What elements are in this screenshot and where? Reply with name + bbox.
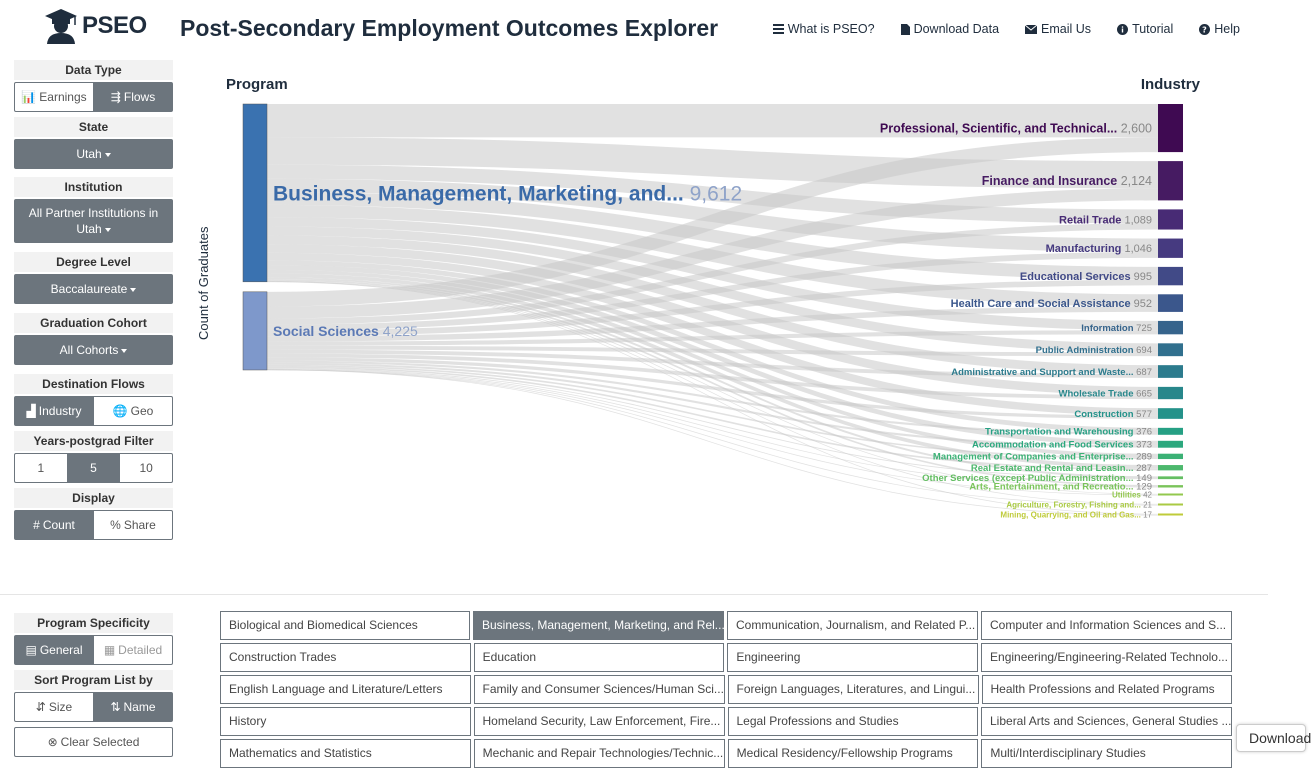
- general-button[interactable]: [15, 636, 93, 664]
- divider: [0, 594, 1268, 595]
- nav-label: What is PSEO?: [787, 22, 875, 36]
- sort-amount-icon: ⇵: [35, 700, 46, 714]
- program-item[interactable]: Education: [474, 643, 725, 672]
- info-icon: [1117, 24, 1128, 35]
- program-axis-title: Program: [226, 76, 288, 93]
- program-item[interactable]: Liberal Arts and Sciences, General Studies ...: [981, 707, 1232, 736]
- industry-node-label: Agriculture, Forestry, Fishing and... 21: [1006, 500, 1152, 510]
- program-node[interactable]: [243, 104, 267, 282]
- cohort-value: All Cohorts: [59, 343, 119, 357]
- detailed-button[interactable]: [93, 636, 172, 664]
- nav-what-is-pseo[interactable]: [773, 22, 875, 36]
- industry-node[interactable]: [1158, 209, 1183, 229]
- nav-label: Download Data: [913, 22, 1000, 36]
- industry-node[interactable]: [1158, 494, 1183, 496]
- industry-node-label: Other Services (except Public Administration... 149: [922, 473, 1152, 485]
- program-item[interactable]: Engineering/Engineering-Related Technolo...: [981, 643, 1232, 672]
- industry-node[interactable]: [1158, 343, 1183, 356]
- nav-label: Email Us: [1041, 22, 1092, 36]
- page-title: Post-Secondary Employment Outcomes Explorer: [180, 15, 719, 41]
- degree-dropdown[interactable]: [14, 274, 173, 304]
- program-item[interactable]: Mechanic and Repair Technologies/Technic...: [474, 739, 725, 768]
- industry-node[interactable]: [1158, 104, 1183, 152]
- dest-toggle: [14, 396, 173, 426]
- state-value: Utah: [76, 147, 102, 161]
- nav-tutorial[interactable]: [1117, 22, 1173, 36]
- data-type-toggle: [14, 82, 173, 112]
- industry-node-label: Utilities 42: [1111, 490, 1152, 500]
- program-item[interactable]: Biological and Biomedical Sciences: [220, 611, 470, 640]
- industry-node[interactable]: [1158, 465, 1183, 470]
- size-label: Size: [48, 700, 73, 714]
- institution-dropdown[interactable]: [14, 199, 173, 243]
- industry-node[interactable]: [1158, 294, 1183, 312]
- share-button[interactable]: [93, 511, 172, 539]
- caret-down-icon: [130, 288, 136, 292]
- industry-button[interactable]: [15, 397, 93, 425]
- industry-node[interactable]: [1158, 428, 1183, 435]
- count-label: Count: [42, 518, 75, 532]
- industry-node[interactable]: [1158, 441, 1183, 448]
- nav-help[interactable]: [1199, 22, 1240, 36]
- earnings-button[interactable]: [15, 83, 93, 111]
- envelope-icon: [1025, 25, 1037, 34]
- globe-icon: 🌐: [112, 404, 128, 418]
- program-item[interactable]: Family and Consumer Sciences/Human Sci...: [474, 675, 725, 704]
- industry-node-label: Construction 577: [1074, 408, 1152, 420]
- share-label: Share: [123, 518, 156, 532]
- program-row: [220, 643, 1232, 672]
- industry-node[interactable]: [1158, 161, 1183, 200]
- specificity-toggle: [14, 635, 173, 665]
- general-icon: ▤: [25, 643, 37, 657]
- percent-icon: %: [110, 518, 121, 532]
- years-label: Years-postgrad Filter: [14, 431, 173, 451]
- program-item[interactable]: Homeland Security, Law Enforcement, Fire...: [474, 707, 725, 736]
- list-icon: [773, 24, 784, 34]
- program-item[interactable]: Communication, Journalism, and Related P...: [727, 611, 978, 640]
- download-tab[interactable]: Download: [1236, 724, 1306, 752]
- program-item[interactable]: Legal Professions and Studies: [728, 707, 979, 736]
- industry-node-label: Real Estate and Rental and Leasin... 287: [970, 463, 1152, 475]
- flows-label: Flows: [123, 90, 156, 104]
- detailed-icon: ▦: [103, 643, 116, 657]
- nav-email-us[interactable]: [1025, 22, 1091, 36]
- state-label: State: [14, 117, 173, 137]
- question-icon: [1199, 24, 1210, 35]
- years-toggle: [14, 453, 173, 483]
- detailed-label: Detailed: [118, 643, 163, 657]
- sort-name-button[interactable]: [93, 693, 172, 721]
- industry-node[interactable]: [1158, 387, 1183, 399]
- caret-down-icon: [105, 153, 111, 157]
- top-nav: [773, 22, 1240, 36]
- program-row: [220, 739, 1232, 768]
- industry-node[interactable]: [1158, 485, 1183, 487]
- bar-chart-icon: 📊: [21, 90, 37, 104]
- program-item[interactable]: Construction Trades: [220, 643, 471, 672]
- industry-node-label: Retail Trade 1,089: [1059, 214, 1152, 227]
- hash-icon: #: [33, 518, 40, 532]
- general-label: General: [39, 643, 83, 657]
- industry-node-label: Information 725: [1081, 322, 1152, 334]
- cohort-dropdown[interactable]: [14, 335, 173, 365]
- industry-node-label: Public Administration 694: [1035, 345, 1152, 357]
- industry-node-label: Finance and Insurance 2,124: [981, 174, 1152, 189]
- program-list: [220, 611, 1232, 771]
- industry-node-label: Arts, Entertainment, and Recreatio... 129: [969, 481, 1152, 493]
- industry-axis-title: Industry: [1140, 76, 1200, 93]
- industry-node-label: Administrative and Support and Waste... 687: [951, 366, 1152, 378]
- industry-node-label: Mining, Quarrying, and Oil and Gas... 17: [1000, 510, 1152, 520]
- industry-node[interactable]: [1158, 267, 1183, 285]
- specificity-label: Program Specificity: [14, 613, 173, 633]
- industry-node-label: Manufacturing 1,046: [1045, 243, 1152, 256]
- program-row: [220, 611, 1232, 640]
- industry-label: Industry: [38, 404, 82, 418]
- sidebar: [14, 60, 173, 540]
- program-item[interactable]: Mathematics and Statistics: [220, 739, 471, 768]
- nav-label: Help: [1214, 22, 1240, 36]
- program-item[interactable]: Medical Residency/Fellowship Programs: [728, 739, 979, 768]
- institution-value: All Partner Institutions in Utah: [28, 206, 159, 236]
- degree-label: Degree Level: [14, 252, 173, 272]
- program-item[interactable]: Business, Management, Marketing, and Rel...: [473, 611, 724, 640]
- years-1-button[interactable]: 1: [37, 461, 45, 475]
- geo-label: Geo: [130, 404, 154, 418]
- y-axis-label: Count of Graduates: [196, 226, 211, 340]
- program-node-label: Social Sciences 4,225: [273, 322, 418, 339]
- nav-label: Tutorial: [1132, 22, 1174, 36]
- earnings-label: Earnings: [39, 90, 87, 104]
- program-row: [220, 707, 1232, 736]
- industry-node-label: Management of Companies and Enterprise... 289: [932, 451, 1152, 463]
- program-node[interactable]: [243, 292, 267, 370]
- clear-label: Clear Selected: [60, 735, 140, 749]
- count-button[interactable]: [15, 511, 93, 539]
- nav-download-data[interactable]: [901, 22, 999, 36]
- program-row: [220, 675, 1232, 704]
- sankey-chart: [190, 68, 1200, 568]
- dest-label: Destination Flows: [14, 374, 173, 394]
- program-item[interactable]: Engineering: [727, 643, 978, 672]
- caret-down-icon: [121, 349, 127, 353]
- industry-node[interactable]: [1158, 504, 1183, 506]
- institution-label: Institution: [14, 177, 173, 197]
- logo-text: PSEO: [82, 12, 147, 39]
- display-label: Display: [14, 488, 173, 508]
- program-item[interactable]: Computer and Information Sciences and S...: [981, 611, 1232, 640]
- industry-node[interactable]: [1158, 454, 1183, 459]
- industry-node[interactable]: [1158, 408, 1183, 419]
- years-10-button[interactable]: 10: [119, 454, 172, 482]
- industry-icon: ▟: [26, 404, 36, 418]
- svg-text:?: ?: [1202, 25, 1208, 34]
- industry-node[interactable]: [1158, 365, 1183, 378]
- name-label: Name: [123, 700, 156, 714]
- file-icon: [901, 24, 910, 35]
- program-item[interactable]: English Language and Literature/Letters: [220, 675, 471, 704]
- display-toggle: [14, 510, 173, 540]
- caret-down-icon: [105, 228, 111, 232]
- clear-selected-inner: [15, 728, 172, 756]
- sort-alpha-icon: ⇅: [110, 700, 121, 714]
- flow-icon: ⇶: [110, 90, 121, 104]
- program-sidebar: [14, 613, 173, 757]
- degree-value: Baccalaureate: [50, 282, 128, 296]
- program-item[interactable]: Health Professions and Related Programs: [982, 675, 1233, 704]
- logo[interactable]: [44, 8, 147, 44]
- sort-label: Sort Program List by: [14, 670, 173, 690]
- industry-node[interactable]: [1158, 321, 1183, 334]
- program-item[interactable]: History: [220, 707, 471, 736]
- program-item[interactable]: Foreign Languages, Literatures, and Lingui...: [728, 675, 979, 704]
- program-item[interactable]: Multi/Interdisciplinary Studies: [981, 739, 1232, 768]
- state-dropdown[interactable]: [14, 139, 173, 169]
- geo-button[interactable]: [93, 397, 172, 425]
- industry-node-label: Professional, Scientific, and Technical... 2,600: [879, 121, 1152, 136]
- industry-node-label: Health Care and Social Assistance 952: [950, 297, 1152, 310]
- sort-toggle: [14, 692, 173, 722]
- industry-node[interactable]: [1158, 476, 1183, 479]
- industry-node-label: Educational Services 995: [1019, 270, 1152, 283]
- industry-node[interactable]: [1158, 514, 1183, 516]
- industry-node-label: Wholesale Trade 665: [1058, 388, 1152, 400]
- industry-node-label: Transportation and Warehousing 376: [985, 426, 1152, 438]
- years-5-button[interactable]: 5: [67, 454, 120, 482]
- times-circle-icon: ⊗: [47, 735, 58, 749]
- flows-button[interactable]: [93, 83, 172, 111]
- industry-node-label: Accommodation and Food Services 373: [971, 439, 1152, 451]
- data-type-label: Data Type: [14, 60, 173, 80]
- graduate-icon: [44, 8, 78, 44]
- industry-node[interactable]: [1158, 239, 1183, 258]
- cohort-label: Graduation Cohort: [14, 313, 173, 333]
- clear-selected-button[interactable]: [14, 727, 173, 757]
- program-node-label: Business, Management, Marketing, and... 9,612: [273, 182, 743, 206]
- sort-size-button[interactable]: [15, 693, 93, 721]
